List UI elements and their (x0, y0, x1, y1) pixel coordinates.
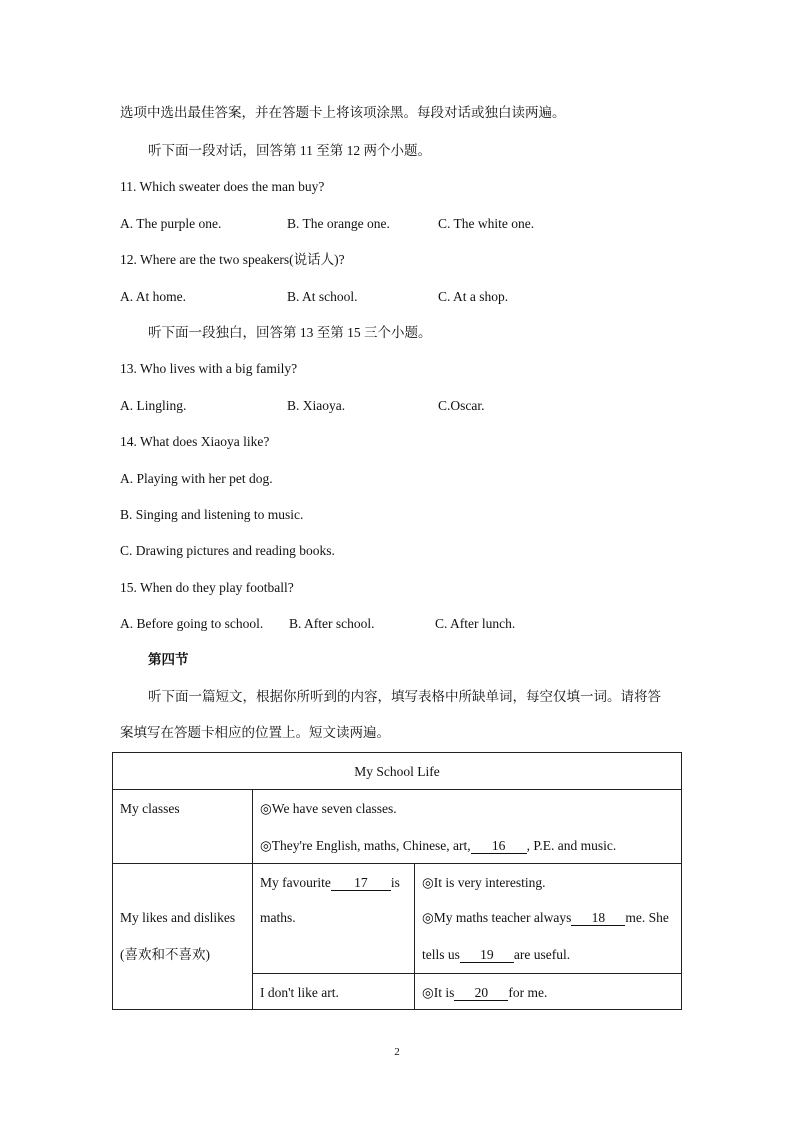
option-12c: C. At a shop. (438, 289, 509, 304)
option-11b: B. The orange one. (287, 216, 390, 231)
option-14c: C. Drawing pictures and reading books. (120, 543, 335, 558)
table-rule (113, 863, 681, 864)
reason-line-3-text: tells us (422, 947, 460, 962)
option-11c: C. The white one. (438, 216, 535, 231)
question-13: 13. Who lives with a big family? (120, 361, 298, 376)
row-label-likes-cn: (喜欢和不喜欢) (120, 947, 210, 962)
blank-17[interactable]: 17 (331, 876, 391, 891)
table-title: My School Life (354, 764, 440, 779)
instruction-q11-12: 听下面一段对话，回答第 11 至第 12 两个小题。 (148, 143, 431, 158)
blank-19[interactable]: 19 (460, 948, 514, 963)
dislike-text: I don't like art. (260, 985, 339, 1000)
reason-line-2-end: me. She (625, 910, 669, 925)
option-11a: A. The purple one. (120, 216, 222, 231)
option-14b: B. Singing and listening to music. (120, 507, 304, 522)
reason-line-2 (422, 910, 669, 926)
section-instruction-1: 听下面一篇短文，根据你所听到的内容，填写表格中所缺单词，每空仅填一词。请将答 (148, 689, 661, 704)
classes-line-1: ◎We have seven classes. (260, 801, 397, 816)
table-rule (252, 973, 681, 974)
question-15: 15. When do they play football? (120, 580, 294, 595)
row-label-likes: My likes and dislikes (120, 910, 236, 925)
question-14: 14. What does Xiaoya like? (120, 434, 270, 449)
favourite-text: My favourite (260, 875, 331, 890)
intro-line: 选项中选出最佳答案，并在答题卡上将该项涂黑。每段对话或独白读两遍。 (120, 105, 566, 120)
instruction-q13-15: 听下面一段独白，回答第 13 至第 15 三个小题。 (148, 325, 432, 340)
section-title: 第四节 (148, 652, 189, 667)
school-life-table (112, 752, 682, 1010)
reason-line-1: ◎It is very interesting. (422, 875, 546, 890)
option-13c: C.Oscar. (438, 398, 485, 413)
option-15c: C. After lunch. (435, 616, 516, 631)
option-12a: A. At home. (120, 289, 186, 304)
table-rule (113, 789, 681, 790)
option-14a: A. Playing with her pet dog. (120, 471, 273, 486)
option-13a: A. Lingling. (120, 398, 187, 413)
option-13b: B. Xiaoya. (287, 398, 346, 413)
table-rule (414, 863, 415, 1009)
question-11: 11. Which sweater does the man buy? (120, 179, 325, 194)
option-15b: B. After school. (289, 616, 375, 631)
table-rule (252, 789, 253, 1009)
page-number: 2 (394, 1046, 400, 1058)
favourite-line-1 (260, 875, 400, 891)
dislike-reason-text: ◎It is (422, 985, 455, 1000)
reason-line-3-end: are useful. (513, 947, 571, 962)
dislike-reason (422, 985, 547, 1001)
blank-18[interactable]: 18 (571, 911, 625, 926)
dislike-reason-end: for me. (508, 985, 548, 1000)
question-12: 12. Where are the two speakers(说话人)? (120, 252, 345, 267)
classes-line-2-text: ◎They're English, maths, Chinese, art, (260, 838, 471, 853)
classes-line-2 (260, 838, 616, 854)
favourite-is: is (390, 875, 400, 890)
section-instruction-2: 案填写在答题卡相应的位置上。短文读两遍。 (120, 725, 390, 740)
blank-20[interactable]: 20 (454, 986, 508, 1001)
blank-16[interactable]: 16 (471, 839, 527, 854)
reason-line-3 (422, 947, 570, 963)
option-15a: A. Before going to school. (120, 616, 264, 631)
classes-line-2-end: , P.E. and music. (526, 838, 617, 853)
reason-line-2-text: ◎My maths teacher always (422, 910, 572, 925)
row-label-classes: My classes (120, 801, 180, 816)
favourite-line-2: maths. (260, 910, 296, 925)
option-12b: B. At school. (287, 289, 358, 304)
